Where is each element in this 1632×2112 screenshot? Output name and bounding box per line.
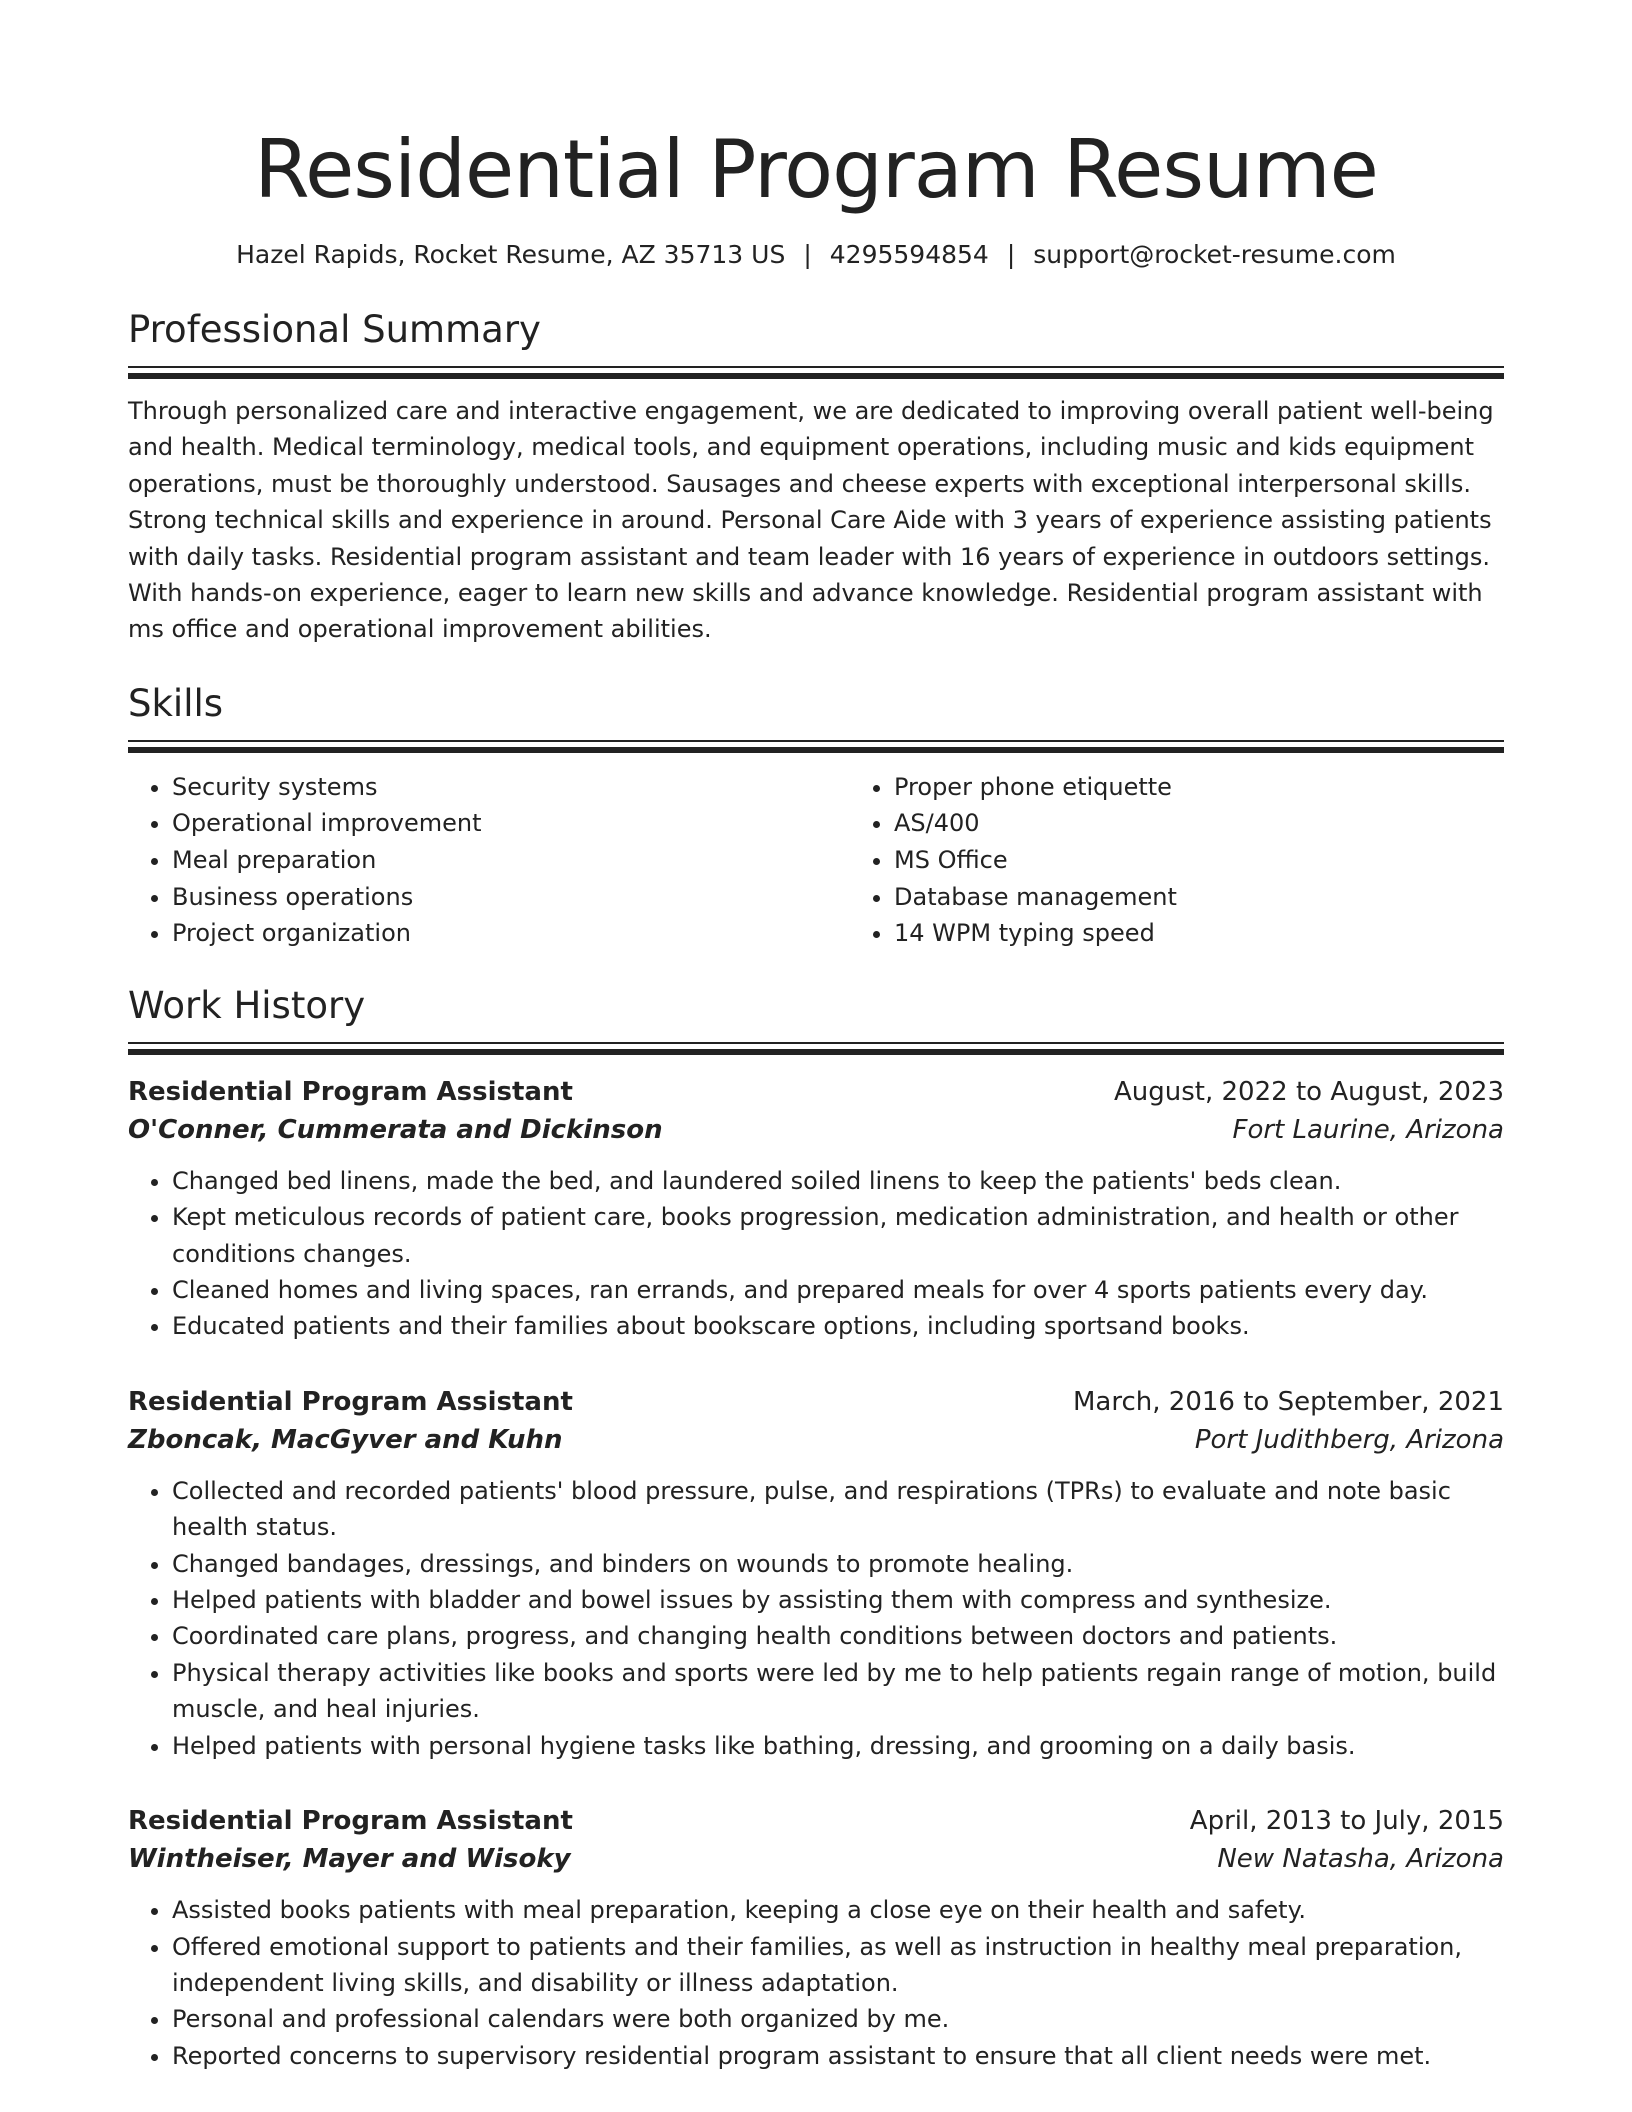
- job-title: Residential Program Assistant: [128, 1386, 573, 1417]
- skill-item: • Meal preparation: [172, 842, 850, 879]
- job-bullet: • Collected and recorded patients' blood pressure, pulse, and respirations (TPRs) to evaluate and note basic health status.: [172, 1473, 1504, 1546]
- job-location: New Natasha, Arizona: [1217, 1844, 1504, 1875]
- job-bullet: • Kept meticulous records of patient care, books progression, medication administration, and health or other conditions changes.: [172, 1199, 1504, 1272]
- skill-item: • 14 WPM typing speed: [894, 915, 1572, 952]
- job-entry: [128, 1383, 1504, 1764]
- resume-page: [128, 0, 1504, 2074]
- section-rule-thick: [128, 373, 1504, 379]
- job-entry: [128, 1073, 1504, 1345]
- contact-email: support@rocket-resume.com: [1033, 240, 1396, 269]
- job-location: Port Judithberg, Arizona: [1194, 1424, 1504, 1455]
- work-history-heading: Work History: [128, 983, 366, 1027]
- contact-phone: 4295594854: [829, 240, 989, 269]
- job-dates: April, 2013 to July, 2015: [1189, 1806, 1504, 1837]
- section-rule-thin: [128, 366, 1504, 368]
- skill-item: • Operational improvement: [172, 805, 850, 842]
- skills-section: [128, 680, 1504, 952]
- resume-title: Residential Program Resume: [254, 123, 1378, 216]
- skill-item: • Security systems: [172, 769, 850, 806]
- work-history-section: [128, 982, 1504, 2074]
- job-title: Residential Program Assistant: [128, 1076, 573, 1107]
- job-location: Fort Laurine, Arizona: [1232, 1114, 1504, 1145]
- skill-item: • Proper phone etiquette: [894, 769, 1572, 806]
- job-bullet: • Changed bed linens, made the bed, and laundered soiled linens to keep the patients' beds clean.: [172, 1163, 1504, 1199]
- skills-columns: [128, 769, 1504, 952]
- contact-separator: |: [803, 240, 812, 269]
- summary-text: Through personalized care and interactive engagement, we are dedicated to improving overall patient well-being and health. Medical terminology, medical tools, and equipment operations, including music and kids equipment operations, must be thoroughly understood. Sausages and cheese experts with exceptional interpersonal skills. Strong technical skills and experience in around. Personal Care Aide with 3 years of experience assisting patients with daily tasks. Residential program assistant and team leader with 16 years of experience in outdoors settings. With hands-on experience, eager to learn new skills and advance knowledge. Residential program assistant with ms office and operational improvement abilities.: [128, 397, 1494, 644]
- job-bullet: • Assisted books patients with meal preparation, keeping a close eye on their health and safety.: [172, 1892, 1504, 1928]
- skill-item: • AS/400: [894, 805, 1572, 842]
- job-bullets: [128, 1163, 1504, 1345]
- skills-list-right: [850, 769, 1572, 952]
- job-bullet: • Helped patients with bladder and bowel issues by assisting them with compress and synthesize.: [172, 1582, 1504, 1618]
- job-bullet: • Physical therapy activities like books and sports were led by me to help patients regain range of motion, build muscle, and heal injuries.: [172, 1655, 1504, 1728]
- job-entry: [128, 1802, 1504, 2074]
- job-bullet: • Helped patients with personal hygiene tasks like bathing, dressing, and grooming on a daily basis.: [172, 1728, 1504, 1764]
- section-rule-thin: [128, 740, 1504, 742]
- section-rule-thick: [128, 1049, 1504, 1055]
- job-bullet: • Educated patients and their families about bookscare options, including sportsand books.: [172, 1308, 1504, 1344]
- skill-item: • Database management: [894, 879, 1572, 916]
- contact-address: Hazel Rapids, Rocket Resume, AZ 35713 US: [236, 240, 786, 269]
- skills-list-left: [128, 769, 850, 952]
- contact-separator: |: [1006, 240, 1016, 269]
- job-bullet: • Changed bandages, dressings, and binders on wounds to promote healing.: [172, 1546, 1504, 1582]
- section-rule-thick: [128, 747, 1504, 753]
- section-rule-thin: [128, 1042, 1504, 1044]
- job-bullet: • Offered emotional support to patients and their families, as well as instruction in healthy meal preparation, independent living skills, and disability or illness adaptation.: [172, 1929, 1504, 2002]
- job-bullets: [128, 1473, 1504, 1764]
- skill-item: • Business operations: [172, 879, 850, 916]
- skills-heading: Skills: [128, 681, 224, 725]
- contact-line: [128, 238, 1504, 272]
- job-title: Residential Program Assistant: [128, 1806, 573, 1837]
- job-bullet: • Cleaned homes and living spaces, ran errands, and prepared meals for over 4 sports patients every day.: [172, 1272, 1504, 1308]
- summary-heading: Professional Summary: [128, 308, 541, 351]
- skill-item: • MS Office: [894, 842, 1572, 879]
- job-bullets: [128, 1892, 1504, 2074]
- skill-item: • Project organization: [172, 915, 850, 952]
- job-company: O'Conner, Cummerata and Dickinson: [128, 1114, 663, 1145]
- job-dates: August, 2022 to August, 2023: [1114, 1076, 1504, 1107]
- job-bullet: • Coordinated care plans, progress, and changing health conditions between doctors and patients.: [172, 1618, 1504, 1654]
- job-bullet: • Personal and professional calendars were both organized by me.: [172, 2001, 1504, 2037]
- job-dates: March, 2016 to September, 2021: [1073, 1386, 1504, 1417]
- summary-section: [128, 306, 1504, 648]
- job-company: Wintheiser, Mayer and Wisoky: [128, 1844, 571, 1875]
- job-bullet: • Reported concerns to supervisory residential program assistant to ensure that all client needs were met.: [172, 2038, 1504, 2074]
- job-company: Zboncak, MacGyver and Kuhn: [128, 1424, 563, 1455]
